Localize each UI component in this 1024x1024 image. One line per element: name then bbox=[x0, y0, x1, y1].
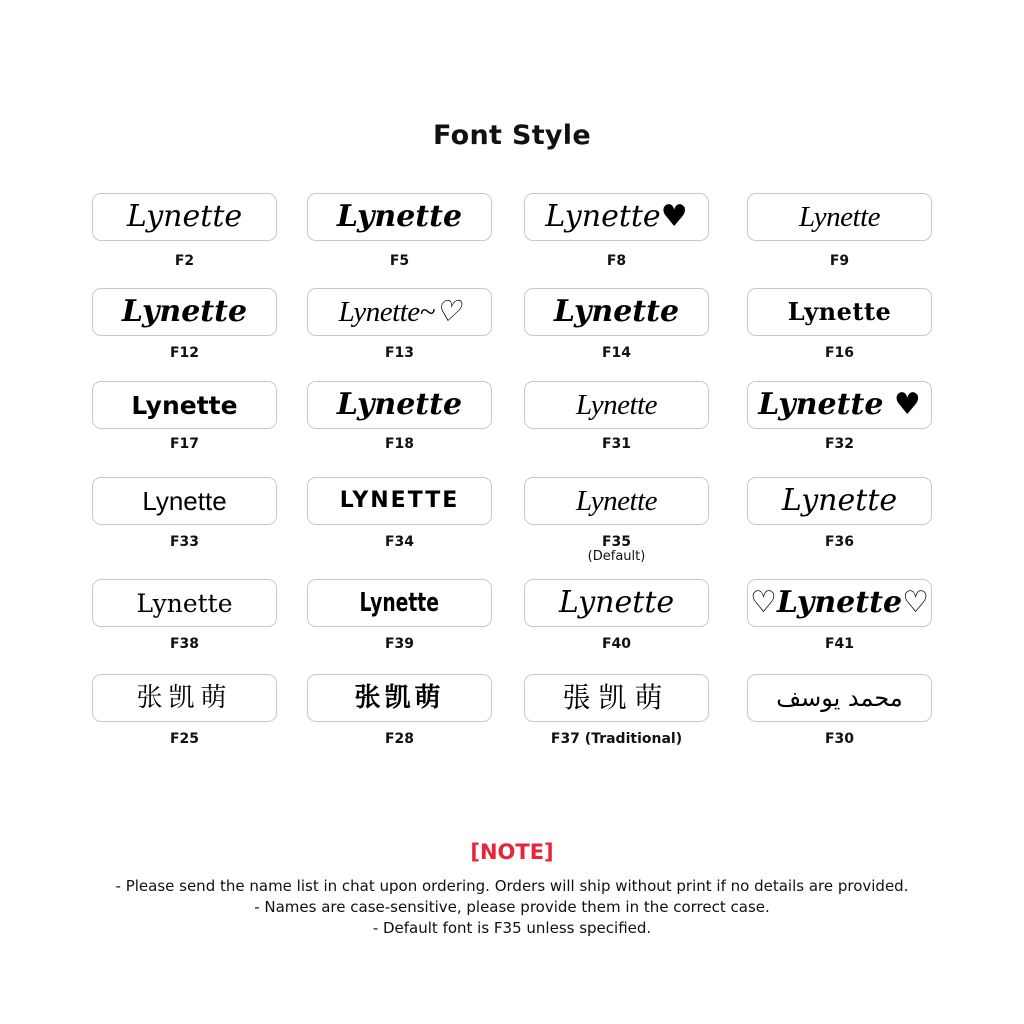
font-sample-card bbox=[307, 288, 492, 336]
font-code: F18 bbox=[384, 436, 415, 452]
font-code: F13 bbox=[384, 345, 415, 361]
font-sample-text: Lynette bbox=[142, 486, 227, 516]
font-sample-text: Lynette ♥ bbox=[758, 387, 921, 422]
font-code: F2 bbox=[174, 253, 195, 269]
font-sample-card bbox=[92, 288, 277, 336]
font-sample-text: Lynette bbox=[121, 294, 248, 329]
font-code: F39 bbox=[384, 636, 415, 652]
font-code: F36 bbox=[824, 534, 855, 550]
font-sample-card bbox=[524, 381, 709, 429]
font-sample-text: Lynette♥ bbox=[545, 199, 688, 234]
font-sample-card bbox=[524, 193, 709, 241]
font-code-label bbox=[307, 637, 492, 652]
font-code: F41 bbox=[824, 636, 855, 652]
font-code-label bbox=[747, 732, 932, 747]
font-sample-text: Lynette bbox=[359, 588, 440, 618]
font-sample-card bbox=[747, 193, 932, 241]
font-sample-text: Lynette~♡ bbox=[338, 295, 461, 328]
font-code: F34 bbox=[384, 534, 415, 550]
font-code-label bbox=[92, 535, 277, 550]
font-sample-card bbox=[747, 477, 932, 525]
font-code: F40 bbox=[601, 636, 632, 652]
font-sample-text: 张凯萌 bbox=[354, 683, 445, 713]
font-sample-card bbox=[747, 288, 932, 336]
font-sample-card bbox=[307, 381, 492, 429]
font-sample-text: Lynette bbox=[787, 297, 892, 326]
font-code: F38 bbox=[169, 636, 200, 652]
font-sample-card bbox=[524, 288, 709, 336]
font-code-label bbox=[524, 254, 709, 269]
font-code-label bbox=[92, 732, 277, 747]
font-code-label bbox=[307, 254, 492, 269]
font-code-label bbox=[524, 346, 709, 361]
font-code: F14 bbox=[601, 345, 632, 361]
font-code-label bbox=[307, 346, 492, 361]
font-sample-text: Lynette bbox=[336, 199, 463, 234]
font-sample-text: Lynette bbox=[131, 390, 238, 420]
font-sample-text: Lynette bbox=[576, 388, 657, 421]
font-code: F30 bbox=[824, 731, 855, 747]
font-sample-card bbox=[747, 381, 932, 429]
font-code: F32 bbox=[824, 436, 855, 452]
font-sample-text: محمد يوسف bbox=[776, 684, 903, 712]
font-sample-card bbox=[307, 193, 492, 241]
font-code-label bbox=[747, 254, 932, 269]
font-sample-text: Lynette bbox=[126, 199, 243, 234]
font-code: F33 bbox=[169, 534, 200, 550]
note-line: - Please send the name list in chat upon ordering. Orders will ship without print if no details are provided. bbox=[115, 877, 909, 895]
font-sample-card bbox=[92, 477, 277, 525]
font-code-label bbox=[747, 535, 932, 550]
font-sample-card bbox=[524, 674, 709, 722]
font-code-label bbox=[92, 637, 277, 652]
font-code: F31 bbox=[601, 436, 632, 452]
font-sample-text: 張凯萌 bbox=[562, 681, 671, 714]
font-code-label bbox=[307, 437, 492, 452]
font-code-label bbox=[307, 732, 492, 747]
font-sample-card bbox=[92, 674, 277, 722]
font-code: F37 (Traditional) bbox=[550, 731, 683, 747]
font-code-label bbox=[307, 535, 492, 550]
font-sample-card bbox=[92, 193, 277, 241]
font-sample-text: Lynette bbox=[553, 294, 680, 329]
font-sample-text: Lynette bbox=[136, 588, 233, 618]
font-code-label bbox=[92, 437, 277, 452]
font-code-label bbox=[747, 637, 932, 652]
font-code: F16 bbox=[824, 345, 855, 361]
font-sample-card bbox=[747, 579, 932, 627]
font-sample-card bbox=[524, 579, 709, 627]
font-code: F35 bbox=[601, 534, 632, 550]
font-code-label bbox=[524, 732, 709, 747]
font-default-sublabel: (Default) bbox=[587, 549, 646, 565]
font-sample-card bbox=[747, 674, 932, 722]
font-code-label bbox=[524, 637, 709, 652]
font-sample-text: ♡Lynette♡ bbox=[750, 585, 929, 620]
font-sample-card bbox=[92, 381, 277, 429]
note-line: - Names are case-sensitive, please provide them in the correct case. bbox=[254, 898, 770, 916]
font-code: F9 bbox=[829, 253, 850, 269]
font-sample-text: Lynette bbox=[576, 484, 657, 517]
font-code-label bbox=[92, 254, 277, 269]
font-code: F12 bbox=[169, 345, 200, 361]
font-sample-text: Lynette bbox=[799, 200, 880, 233]
font-code-label bbox=[92, 346, 277, 361]
font-code: F25 bbox=[169, 731, 200, 747]
font-code-label bbox=[524, 437, 709, 452]
font-code: F28 bbox=[384, 731, 415, 747]
font-sample-card bbox=[307, 477, 492, 525]
font-sample-text: 张凯萌 bbox=[136, 683, 233, 713]
font-sample-text: Lynette bbox=[336, 387, 463, 422]
font-sample-text: Lynette bbox=[781, 483, 898, 518]
font-code: F8 bbox=[606, 253, 627, 269]
font-sample-card bbox=[92, 579, 277, 627]
font-code: F5 bbox=[389, 253, 410, 269]
font-code-label bbox=[747, 437, 932, 452]
font-sample-card bbox=[307, 579, 492, 627]
font-sample-card bbox=[524, 477, 709, 525]
note-line: - Default font is F35 unless specified. bbox=[372, 919, 652, 937]
font-code: F17 bbox=[169, 436, 200, 452]
font-sample-text: Lynette bbox=[558, 585, 675, 620]
note-title: [NOTE] bbox=[470, 840, 554, 864]
page-title: Font Style bbox=[433, 120, 591, 151]
font-code-label bbox=[747, 346, 932, 361]
font-sample-text: LYNETTE bbox=[339, 488, 460, 513]
font-code-label bbox=[524, 535, 709, 565]
font-sample-card bbox=[307, 674, 492, 722]
